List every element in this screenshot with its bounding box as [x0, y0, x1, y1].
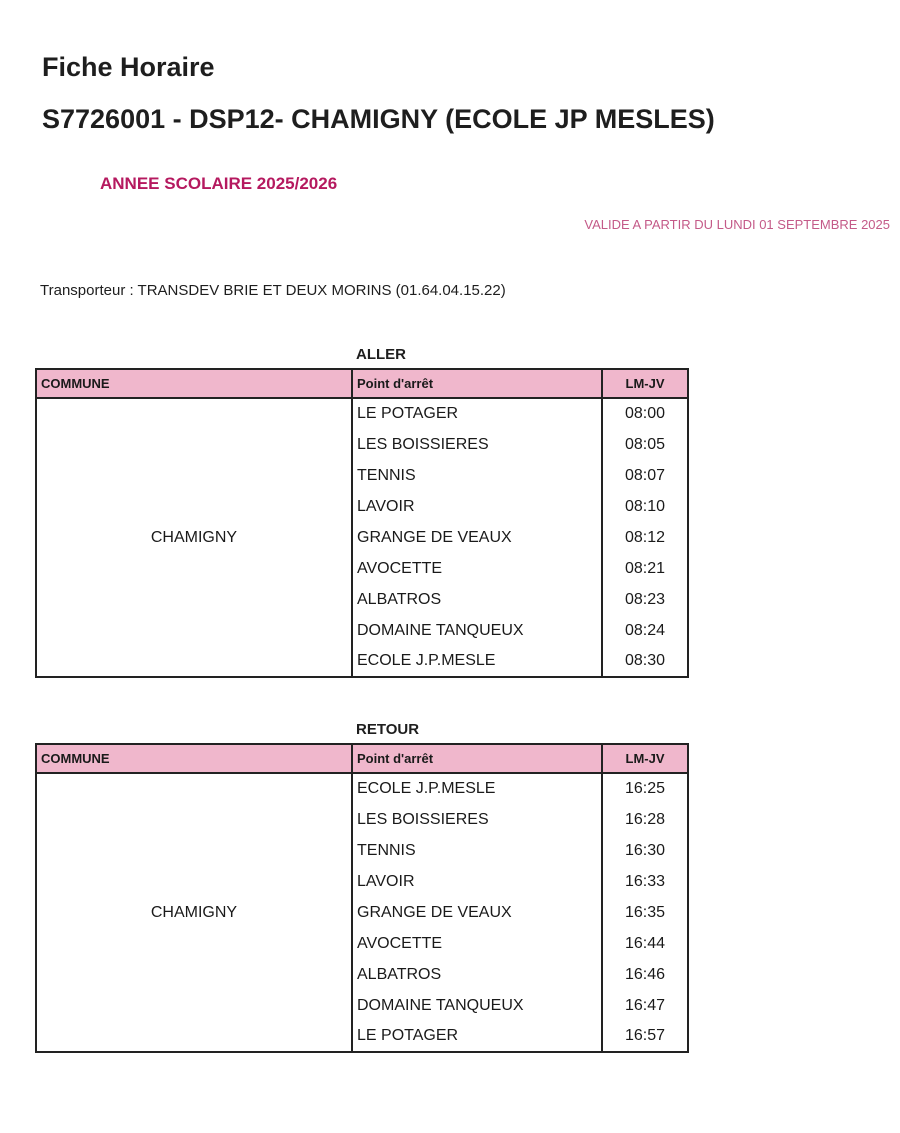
departure-time: 08:23	[602, 584, 688, 615]
departure-time: 16:28	[602, 804, 688, 835]
stop-name: DOMAINE TANQUEUX	[352, 615, 602, 646]
departure-time: 16:33	[602, 866, 688, 897]
school-year: ANNEE SCOLAIRE 2025/2026	[100, 174, 338, 193]
stop-name: GRANGE DE VEAUX	[352, 522, 602, 553]
stop-name: ALBATROS	[352, 584, 602, 615]
stop-name: LE POTAGER	[352, 398, 602, 429]
stop-name: LAVOIR	[352, 491, 602, 522]
retour-label: RETOUR	[356, 721, 420, 738]
stop-name: ALBATROS	[352, 959, 602, 990]
departure-time: 08:10	[602, 491, 688, 522]
aller-timetable	[35, 368, 689, 678]
retour-timetable	[35, 743, 689, 1053]
days-header: LM-JV	[602, 369, 688, 398]
document-title: Fiche Horaire	[42, 52, 215, 82]
stop-name: GRANGE DE VEAUX	[352, 897, 602, 928]
stop-name: AVOCETTE	[352, 928, 602, 959]
stop-name: LAVOIR	[352, 866, 602, 897]
stop-name: TENNIS	[352, 460, 602, 491]
stop-name: TENNIS	[352, 835, 602, 866]
departure-time: 16:47	[602, 990, 688, 1021]
departure-time: 08:05	[602, 429, 688, 460]
departure-time: 08:30	[602, 646, 688, 677]
departure-time: 16:44	[602, 928, 688, 959]
aller-label: ALLER	[356, 346, 406, 363]
departure-time: 16:25	[602, 773, 688, 804]
table-row	[36, 773, 688, 804]
departure-time: 08:12	[602, 522, 688, 553]
line-title: S7726001 - DSP12- CHAMIGNY (ECOLE JP MESLES)	[42, 104, 715, 134]
departure-time: 16:35	[602, 897, 688, 928]
departure-time: 16:30	[602, 835, 688, 866]
stop-name: AVOCETTE	[352, 553, 602, 584]
departure-time: 08:24	[602, 615, 688, 646]
departure-time: 16:46	[602, 959, 688, 990]
departure-time: 08:00	[602, 398, 688, 429]
stop-header: Point d'arrêt	[352, 369, 602, 398]
commune-cell: CHAMIGNY	[36, 398, 352, 677]
stop-name: DOMAINE TANQUEUX	[352, 990, 602, 1021]
stop-header: Point d'arrêt	[352, 744, 602, 773]
commune-header: COMMUNE	[36, 369, 352, 398]
departure-time: 08:07	[602, 460, 688, 491]
carrier-info: Transporteur : TRANSDEV BRIE ET DEUX MORINS (01.64.04.15.22)	[40, 282, 506, 299]
validity-date: VALIDE A PARTIR DU LUNDI 01 SEPTEMBRE 2025	[584, 217, 890, 232]
table-row	[36, 398, 688, 429]
stop-name: ECOLE J.P.MESLE	[352, 646, 602, 677]
departure-time: 16:57	[602, 1021, 688, 1052]
departure-time: 08:21	[602, 553, 688, 584]
commune-cell: CHAMIGNY	[36, 773, 352, 1052]
stop-name: LES BOISSIERES	[352, 804, 602, 835]
stop-name: LE POTAGER	[352, 1021, 602, 1052]
days-header: LM-JV	[602, 744, 688, 773]
stop-name: LES BOISSIERES	[352, 429, 602, 460]
commune-header: COMMUNE	[36, 744, 352, 773]
stop-name: ECOLE J.P.MESLE	[352, 773, 602, 804]
